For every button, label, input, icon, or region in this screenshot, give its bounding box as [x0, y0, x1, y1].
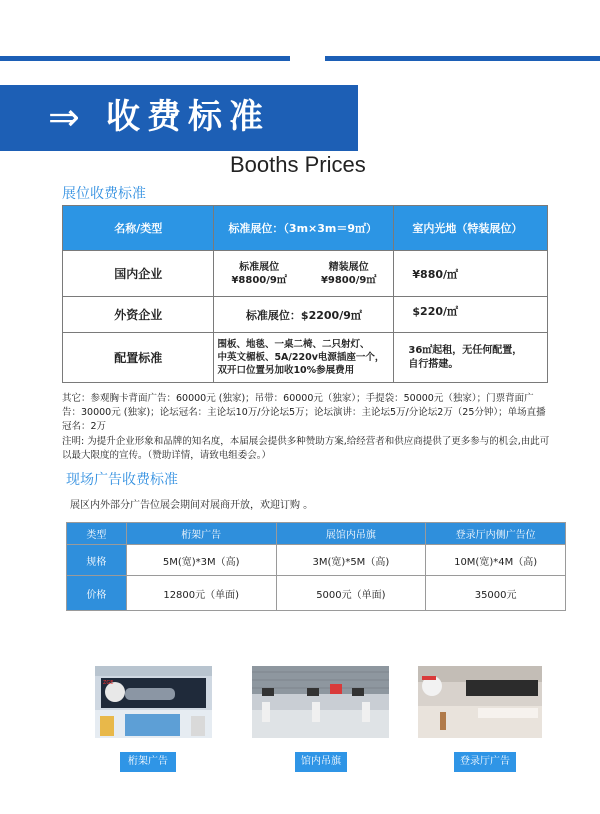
top-rule-left — [0, 56, 290, 61]
hanging-flag-photo — [252, 666, 389, 738]
domestic-space-price: ¥880/㎡ — [394, 251, 548, 297]
deluxe-booth-title: 精装展位 — [328, 261, 369, 273]
price-cell: 35000元 — [426, 576, 566, 611]
table-row — [67, 576, 566, 611]
double-arrow-icon: ⇒ — [48, 95, 80, 139]
spec-cell: 5M(宽)*3M（高) — [126, 545, 276, 576]
ad-intro-text: 展区内外部分广告位展会期间对展商开放，欢迎订购 。 — [70, 500, 314, 511]
foreign-booth-price: 标准展位：$2200/9㎡ — [214, 297, 394, 333]
table-header-row — [67, 523, 566, 545]
header-cell: 桁架广告 — [126, 523, 276, 545]
svg-text:ZGE: ZGE — [103, 680, 114, 686]
spec-label: 规格 — [67, 545, 127, 576]
header-cell: 类型 — [67, 523, 127, 545]
row-label-domestic: 国内企业 — [63, 251, 214, 297]
spec-cell: 3M(宽)*5M（高) — [276, 545, 426, 576]
row-label-config: 配置标准 — [63, 333, 214, 383]
config-line: 双开口位置另加收10%参展费用 — [217, 365, 355, 376]
deluxe-booth-price: ¥9800/9㎡ — [320, 274, 377, 286]
deluxe-booth — [321, 261, 376, 287]
header-cell: 名称/类型 — [63, 206, 214, 251]
config-line: 中英文楣板、5A/220v电源插座一个， — [217, 352, 385, 363]
header-cell: 登录厅内侧广告位 — [426, 523, 566, 545]
price-cell: 5000元（单面) — [276, 576, 426, 611]
caption-lobby-ad: 登录厅广告 — [454, 752, 516, 772]
foreign-space-price: $220/㎡ — [394, 297, 548, 333]
ad-pricing-heading: 现场广告收费标准 — [66, 472, 178, 488]
config-line: 36㎡起租，无任何配置， — [408, 344, 523, 356]
standard-config — [214, 333, 394, 383]
standard-booth — [231, 261, 286, 287]
price-cell: 12800元（单面) — [126, 576, 276, 611]
table-header-row — [63, 206, 548, 251]
ad-price-table — [66, 522, 566, 611]
config-line: 围板、地毯、一桌二椅、二只射灯、 — [217, 339, 370, 350]
spec-cell: 10M(宽)*4M（高) — [426, 545, 566, 576]
booth-pricing-heading: 展位收费标准 — [62, 186, 146, 202]
standard-booth-title: 标准展位 — [239, 261, 280, 273]
config-line: 自行搭建。 — [408, 358, 459, 370]
space-config — [394, 333, 548, 383]
domestic-booth-cell — [214, 251, 394, 297]
header-cell: 室内光地（特装展位） — [394, 206, 548, 251]
top-rule-right — [325, 56, 600, 61]
table-row — [63, 297, 548, 333]
other-sponsorship-note: 其它：参观胸卡背面广告：60000元 (独家)；吊带：60000元（独家）；手提袋：50000元（独家）；门票背面广告：30000元 (独家)；论坛冠名：主论坛10万/分论坛5万；论坛演讲：主论坛5万/分论坛2万（25分钟）；单场直播冠名：2万 — [62, 393, 546, 432]
sponsorship-note: 注明: 为提升企业形象和品牌的知名度，本届展会提供多种赞助方案,给经营者和供应商提供了更多参与的机会,由此可以最大限度的宣传。（赞助详情，请致电组委会。） — [62, 436, 550, 461]
truss-ad-photo — [95, 666, 212, 738]
page-subtitle: Booths Prices — [230, 152, 366, 177]
caption-hanging-flag: 馆内吊旗 — [295, 752, 347, 772]
header-cell: 标准展位：（3m×3m＝9㎡） — [214, 206, 394, 251]
title-banner — [0, 85, 358, 151]
header-cell: 展馆内吊旗 — [276, 523, 426, 545]
table-row — [67, 545, 566, 576]
row-label-foreign: 外资企业 — [63, 297, 214, 333]
price-label: 价格 — [67, 576, 127, 611]
table-row — [63, 251, 548, 297]
caption-truss-ad: 桁架广告 — [120, 752, 176, 772]
table-row — [63, 333, 548, 383]
page-title: 收费标准 — [106, 97, 270, 137]
standard-booth-price: ¥8800/9㎡ — [231, 274, 287, 286]
booth-price-table — [62, 205, 548, 383]
lobby-ad-photo — [418, 666, 542, 738]
